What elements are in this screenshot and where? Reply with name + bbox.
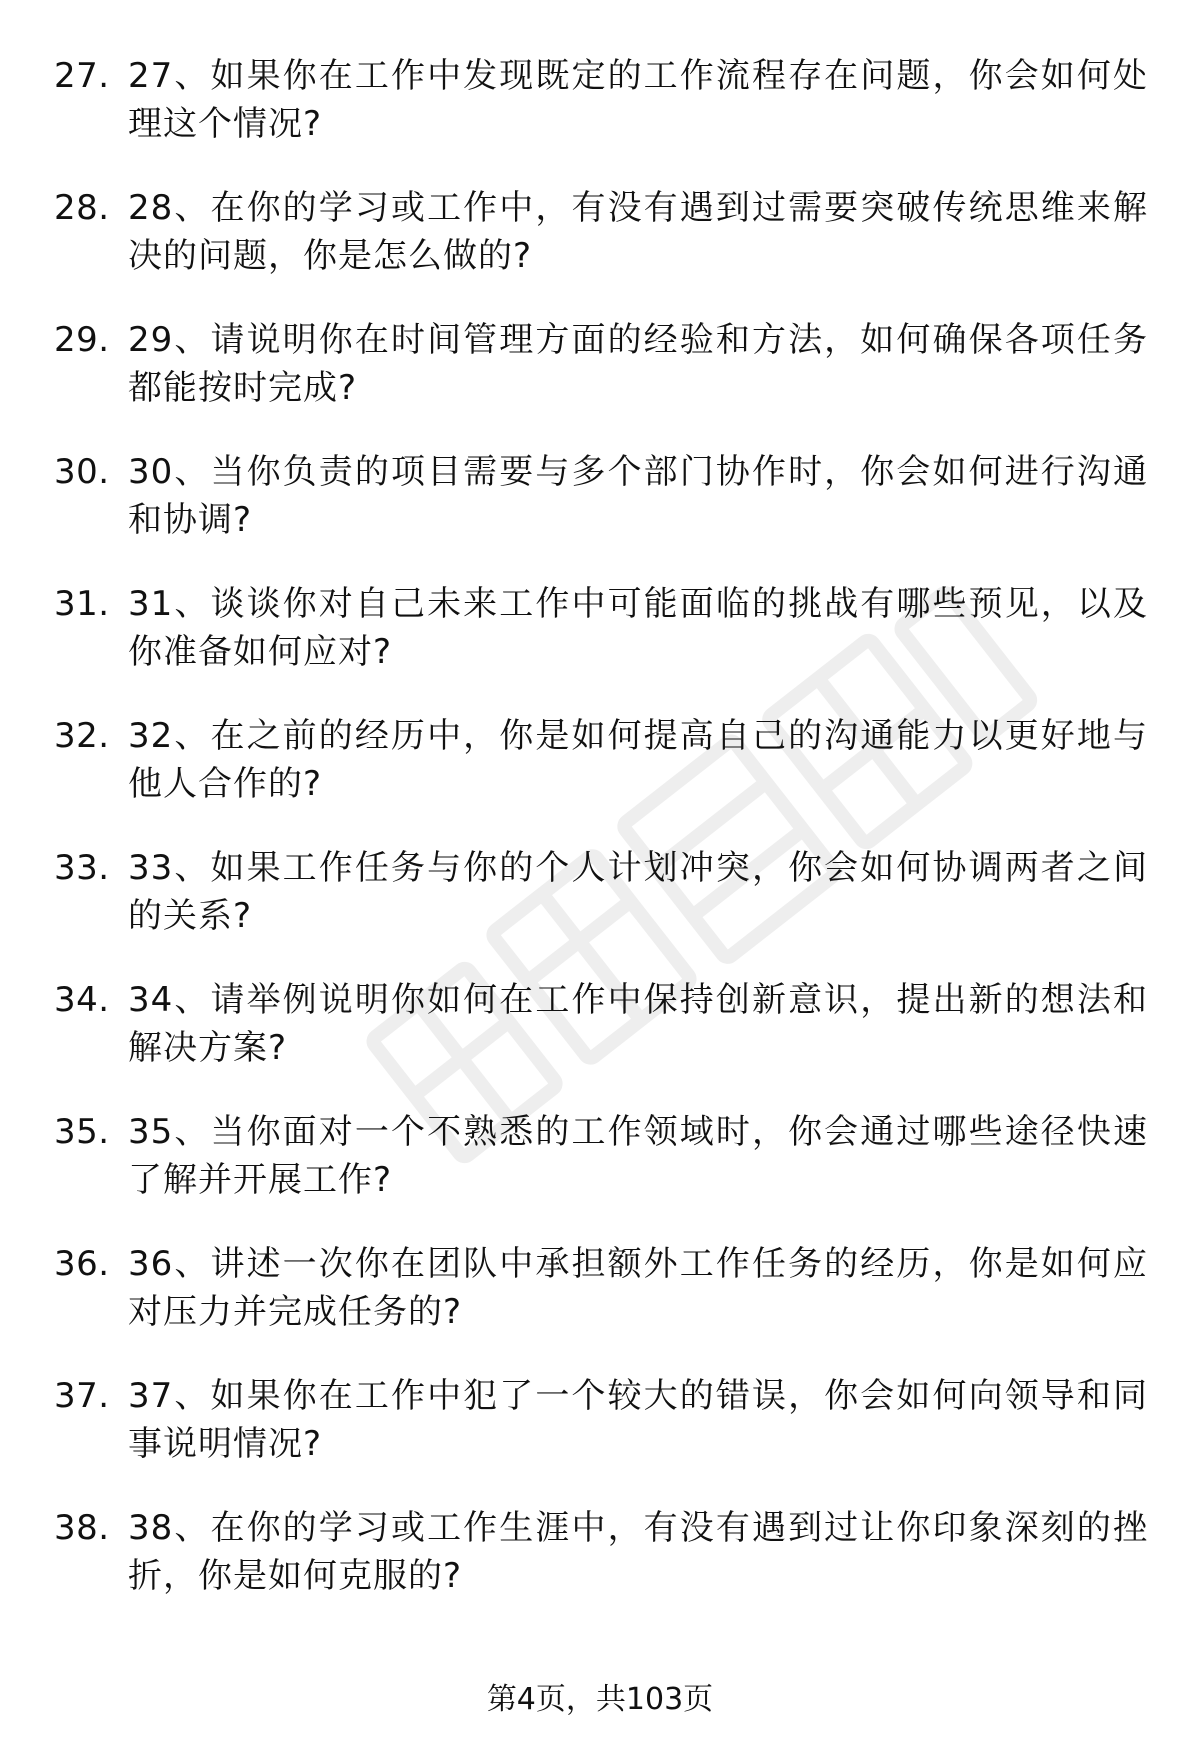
question-list bbox=[0, 52, 1200, 1636]
question-number: 31. bbox=[54, 584, 110, 624]
question-number: 29. bbox=[54, 320, 110, 360]
list-item bbox=[0, 184, 1200, 316]
question-number: 30. bbox=[54, 452, 110, 492]
list-item bbox=[0, 1372, 1200, 1504]
question-number: 28. bbox=[54, 188, 110, 228]
list-item bbox=[0, 1504, 1200, 1636]
question-text: 27、如果你在工作中发现既定的工作流程存在问题，你会如何处理这个情况? bbox=[128, 56, 1148, 144]
list-item bbox=[0, 844, 1200, 976]
question-text: 37、如果你在工作中犯了一个较大的错误，你会如何向领导和同事说明情况? bbox=[128, 1376, 1148, 1464]
question-text: 30、当你负责的项目需要与多个部门协作时，你会如何进行沟通和协调? bbox=[128, 452, 1148, 540]
list-item bbox=[0, 1240, 1200, 1372]
question-text: 36、讲述一次你在团队中承担额外工作任务的经历，你是如何应对压力并完成任务的? bbox=[128, 1244, 1148, 1332]
question-text: 28、在你的学习或工作中，有没有遇到过需要突破传统思维来解决的问题，你是怎么做的? bbox=[128, 188, 1148, 276]
question-text: 35、当你面对一个不熟悉的工作领域时，你会通过哪些途径快速了解并开展工作? bbox=[128, 1112, 1148, 1200]
list-item bbox=[0, 1108, 1200, 1240]
question-number: 33. bbox=[54, 848, 110, 888]
question-number: 34. bbox=[54, 980, 110, 1020]
question-number: 27. bbox=[54, 56, 110, 96]
question-number: 35. bbox=[54, 1112, 110, 1152]
question-number: 37. bbox=[54, 1376, 110, 1416]
list-item bbox=[0, 448, 1200, 580]
list-item bbox=[0, 976, 1200, 1108]
question-number: 38. bbox=[54, 1508, 110, 1548]
question-text: 33、如果工作任务与你的个人计划冲突，你会如何协调两者之间的关系? bbox=[128, 848, 1148, 936]
question-text: 32、在之前的经历中，你是如何提高自己的沟通能力以更好地与他人合作的? bbox=[128, 716, 1148, 804]
list-item bbox=[0, 52, 1200, 184]
list-item bbox=[0, 316, 1200, 448]
question-text: 29、请说明你在时间管理方面的经验和方法，如何确保各项任务都能按时完成? bbox=[128, 320, 1148, 408]
list-item bbox=[0, 580, 1200, 712]
list-item bbox=[0, 712, 1200, 844]
page-number-footer: 第4页，共103页 bbox=[486, 1682, 714, 1717]
question-text: 31、谈谈你对自己未来工作中可能面临的挑战有哪些预见，以及你准备如何应对? bbox=[128, 584, 1148, 672]
question-number: 32. bbox=[54, 716, 110, 756]
question-text: 38、在你的学习或工作生涯中，有没有遇到过让你印象深刻的挫折，你是如何克服的? bbox=[128, 1508, 1148, 1596]
question-number: 36. bbox=[54, 1244, 110, 1284]
question-text: 34、请举例说明你如何在工作中保持创新意识，提出新的想法和解决方案? bbox=[128, 980, 1148, 1068]
